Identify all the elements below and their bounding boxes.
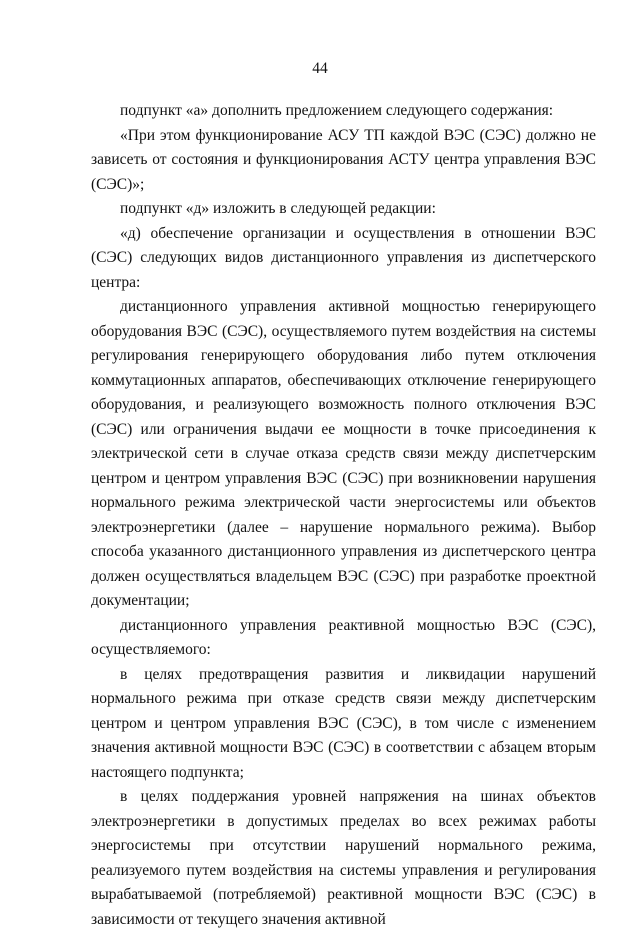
- paragraph-active-power-control: дистанционного управления активной мощностью генерирующего оборудования ВЭС (СЭС), осуществляемого путем воздействия на системы регулирования генерирующего оборудования либо путем отключения коммутационных аппаратов, обеспечивающих отключение генерирующего оборудования, и реализующего возможность полного отключения ВЭС (СЭС) или ограничения выдачи ее мощности в точке присоединения к электрической сети в случае отказа средств связи между диспетчерским центром и центром управления ВЭС (СЭС) при возникновении нарушения нормального режима электрической части энергосистемы или объектов электроэнергетики (далее – нарушение нормального режима). Выбор способа указанного дистанционного управления из диспетчерского центра должен осуществляться владельцем ВЭС (СЭС) при разработке проектной документации;: [91, 298, 596, 609]
- paragraph-amend-subitem-a: подпункт «а» дополнить предложением следующего содержания:: [120, 102, 554, 119]
- page-number: 44: [312, 60, 328, 77]
- paragraph-voltage-maintenance: в целях поддержания уровней напряжения на шинах объектов электроэнергетики в допустимых пределах во всех режимах работы энергосистемы при отсутствии нарушений нормального режима, реализуемого путем воздействия на системы управления и регулирования вырабатываемой (потребляемой) реактивной мощности ВЭС (СЭС) в зависимости от текущего значения активной: [91, 788, 596, 928]
- paragraph-asu-tp-requirement: «При этом функционирование АСУ ТП каждой ВЭС (СЭС) должно не зависеть от состояния и функционирования АСТУ центра управления ВЭС (СЭС)»;: [91, 126, 596, 193]
- paragraph-fault-prevention: в целях предотвращения развития и ликвидации нарушений нормального режима при отказе средств связи между диспетчерским центром и центром управления ВЭС (СЭС), в том числе с изменением значения активной мощности ВЭС (СЭС) в соответствии с абзацем вторым настоящего подпункта;: [91, 665, 596, 781]
- document-body: [91, 99, 596, 932]
- paragraph-amend-subitem-d: подпункт «д» изложить в следующей редакции:: [120, 200, 436, 217]
- paragraph-subitem-d-intro: «д) обеспечение организации и осуществления в отношении ВЭС (СЭС) следующих видов дистанционного управления из диспетчерского центра:: [91, 224, 596, 291]
- paragraph-reactive-power-control: дистанционного управления реактивной мощностью ВЭС (СЭС), осуществляемого:: [91, 616, 596, 658]
